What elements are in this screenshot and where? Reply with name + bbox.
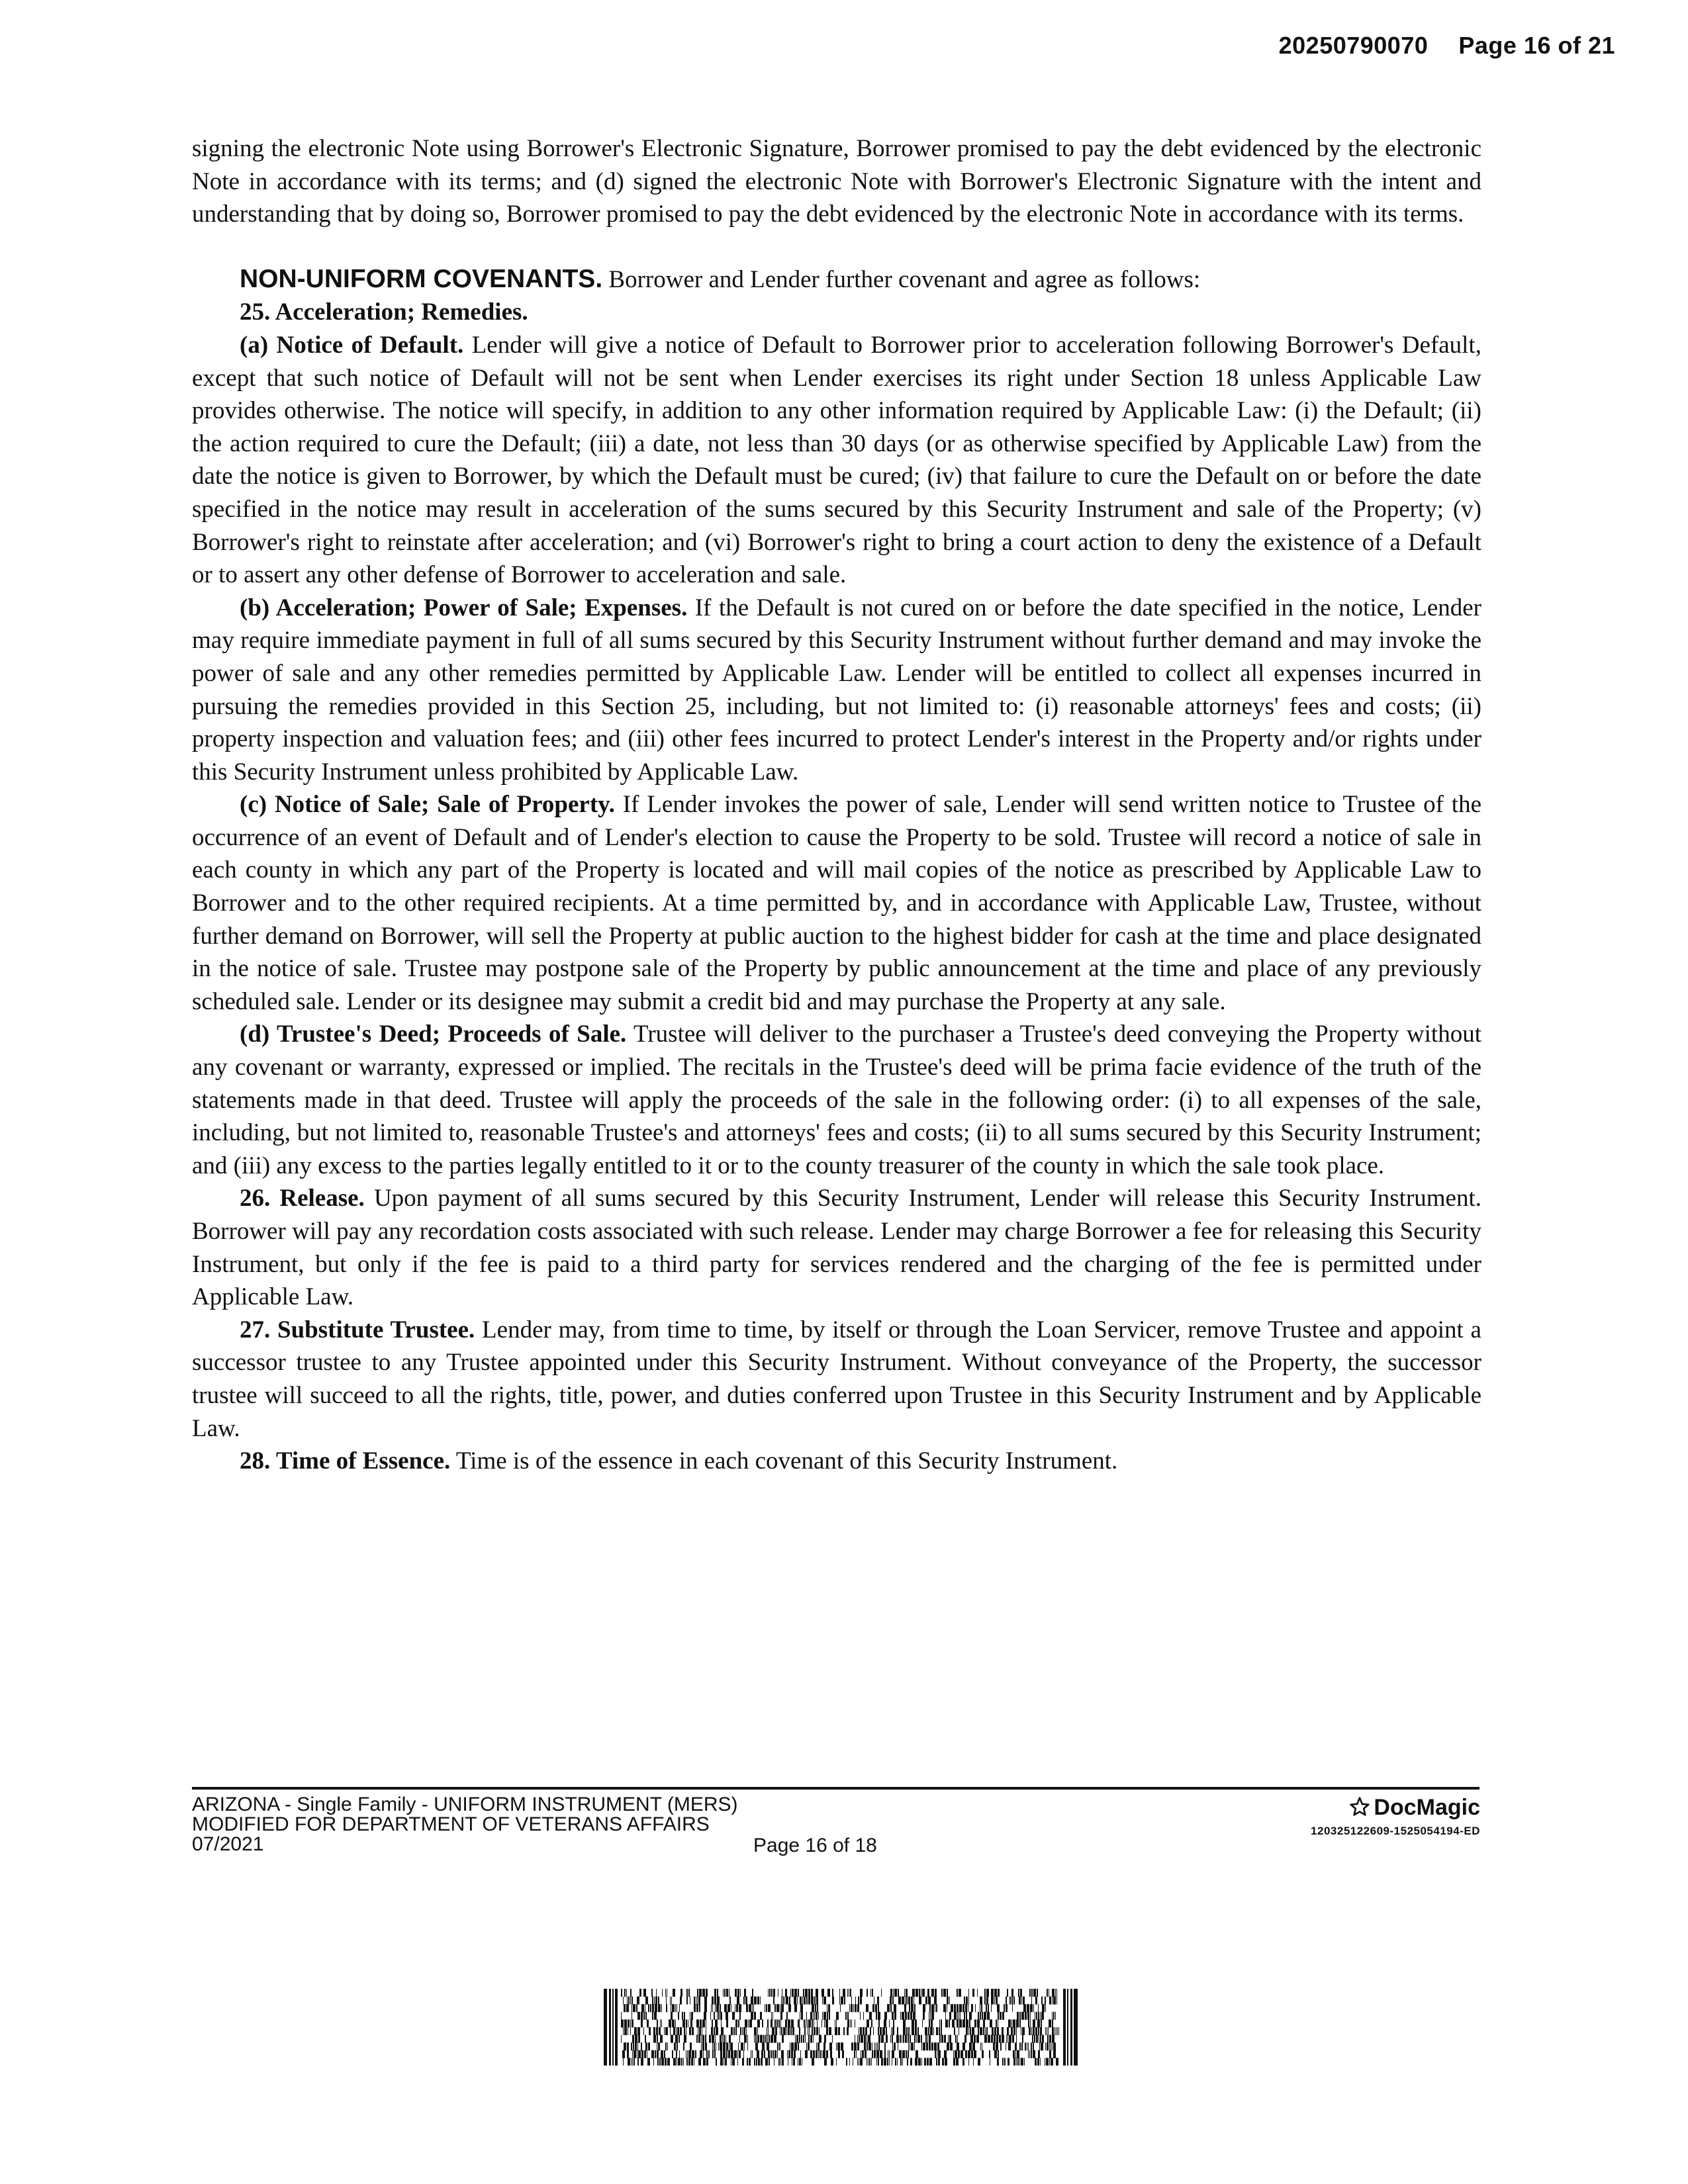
section-25c-paragraph xyxy=(192,788,1481,1018)
document-body xyxy=(192,132,1481,1478)
brand-logo xyxy=(1311,1795,1480,1821)
section-25-title: 25. Acceleration; Remedies. xyxy=(240,298,528,326)
brand-name: DocMagic xyxy=(1374,1795,1480,1820)
section-27-heading: 27. Substitute Trustee. xyxy=(240,1316,475,1343)
footer-form-subtitle: MODIFIED FOR DEPARTMENT OF VETERANS AFFAIRS xyxy=(192,1813,710,1835)
section-25-paragraph xyxy=(192,296,1481,329)
section-28-paragraph xyxy=(192,1445,1481,1478)
section-27-text: Lender may, from time to time, by itself or through the Loan Servicer, remove Trustee and appoint a successor trustee to any Trustee appointed under this Security Instrument. Without conveyance of the Property, the successor trustee will succeed to all the rights, title, power, and duties conferred upon Trustee in this Security Instrument and by Applicable Law. xyxy=(192,1316,1481,1442)
intro-paragraph: signing the electronic Note using Borrower's Electronic Signature, Borrower promised to pay the debt evidenced by the electronic Note in accordance with its terms; and (d) signed the electronic Note with Borrower's Electronic Signature with the intent and understanding that by doing so, Borrower promised to pay the debt evidenced by the electronic Note in accordance with its terms. xyxy=(192,135,1481,228)
covenants-paragraph xyxy=(192,263,1481,296)
footer-brand xyxy=(1311,1795,1480,1838)
section-26-text: Upon payment of all sums secured by this Security Instrument, Lender will release this Security Instrument. Borrower will pay any recordation costs associated with such release. Lender may charge Borrower a fee for releasing this Security Instrument, but only if the fee is paid to a third party for services rendered and the charging of the fee is permitted under Applicable Law. xyxy=(192,1185,1482,1311)
star-outline-icon xyxy=(1348,1796,1371,1817)
section-27-paragraph xyxy=(192,1314,1481,1445)
section-26-heading: 26. Release. xyxy=(240,1185,365,1212)
document-number: 20250790070 xyxy=(1278,32,1429,59)
section-25d-text: Trustee will deliver to the purchaser a Trustee's deed conveying the Property without any covenant or warranty, expressed or implied. The recitals in the Trustee's deed will be prima facie evidence of the truth of the statements made in that deed. Trustee will apply the proceeds of the sale in the following order: (i) to all expenses of the sale, including, but not limited to, reasonable Trustee's and attorneys' fees and costs; (ii) to all sums secured by this Security Instrument; and (iii) any excess to the parties legally entitled to it or to the county treasurer of the county in which the sale took place. xyxy=(192,1021,1481,1179)
section-25a-heading: (a) Notice of Default. xyxy=(240,331,464,359)
footer-divider xyxy=(192,1787,1479,1790)
section-25b-heading: (b) Acceleration; Power of Sale; Expenses. xyxy=(240,594,688,621)
footer-form-date: 07/2021 xyxy=(192,1833,264,1855)
recording-header xyxy=(1279,32,1615,60)
covenants-heading: NON-UNIFORM COVENANTS. xyxy=(240,264,603,293)
section-25a-paragraph xyxy=(192,329,1481,592)
footer-page-number: Page 16 of 18 xyxy=(753,1835,877,1856)
recording-page-label: Page 16 of 21 xyxy=(1458,32,1615,59)
footer-form-title: ARIZONA - Single Family - UNIFORM INSTRUMENT (MERS) xyxy=(192,1794,738,1815)
section-25b-text: If the Default is not cured on or before the date specified in the notice, Lender may require immediate payment in full of all sums secured by this Security Instrument without further demand and may invoke the power of sale and any other remedies permitted by Applicable Law. Lender will be entitled to collect all expenses incurred in pursuing the remedies provided in this Section 25, including, but not limited to: (i) reasonable attorneys' fees and costs; (ii) property inspection and valuation fees; and (iii) other fees incurred to protect Lender's interest in the Property and/or rights under this Security Instrument unless prohibited by Applicable Law. xyxy=(192,594,1482,786)
section-25b-paragraph xyxy=(192,592,1481,789)
covenants-text: Borrower and Lender further covenant and agree as follows: xyxy=(608,265,1201,293)
section-25a-text: Lender will give a notice of Default to Borrower prior to acceleration following Borrower's Default, except that such notice of Default will not be sent when Lender exercises its right under Section 18 unless Applicable Law provides otherwise. The notice will specify, in addition to any other information required by Applicable Law: (i) the Default; (ii) the action required to cure the Default; (iii) a date, not less than 30 days (or as otherwise specified by Applicable Law) from the date the notice is given to Borrower, by which the Default must be cured; (iv) that failure to cure the Default on or before the date specified in the notice may result in acceleration of the sums secured by this Security Instrument and sale of the Property; (v) Borrower's right to reinstate after acceleration; and (vi) Borrower's right to bring a court action to deny the existence of a Default or to assert any other defense of Borrower to acceleration and sale. xyxy=(192,331,1481,589)
section-25d-paragraph xyxy=(192,1018,1481,1182)
section-25d-heading: (d) Trustee's Deed; Proceeds of Sale. xyxy=(240,1021,627,1048)
barcode xyxy=(604,1989,1078,2066)
document-code: 120325122609-1525054194-ED xyxy=(1311,1825,1480,1837)
section-28-text: Time is of the essence in each covenant of this Security Instrument. xyxy=(455,1447,1118,1475)
footer-form-info xyxy=(192,1795,738,1854)
section-25c-text: If Lender invokes the power of sale, Lender will send written notice to Trustee of the occurrence of an event of Default and of Lender's election to cause the Property to be sold. Trustee will record a notice of sale in each county in which any part of the Property is located and will mail copies of the notice as prescribed by Applicable Law to Borrower and to the other required recipients. At a time permitted by, and in accordance with Applicable Law, Trustee, without further demand on Borrower, will sell the Property at public auction to the highest bidder for cash at the time and place designated in the notice of sale. Trustee may postpone sale of the Property by public announcement at the time and place of any previously scheduled sale. Lender or its designee may submit a credit bid and may purchase the Property at any sale. xyxy=(192,791,1481,1015)
section-25c-heading: (c) Notice of Sale; Sale of Property. xyxy=(240,791,615,819)
section-28-heading: 28. Time of Essence. xyxy=(240,1447,451,1475)
section-26-paragraph xyxy=(192,1182,1481,1313)
